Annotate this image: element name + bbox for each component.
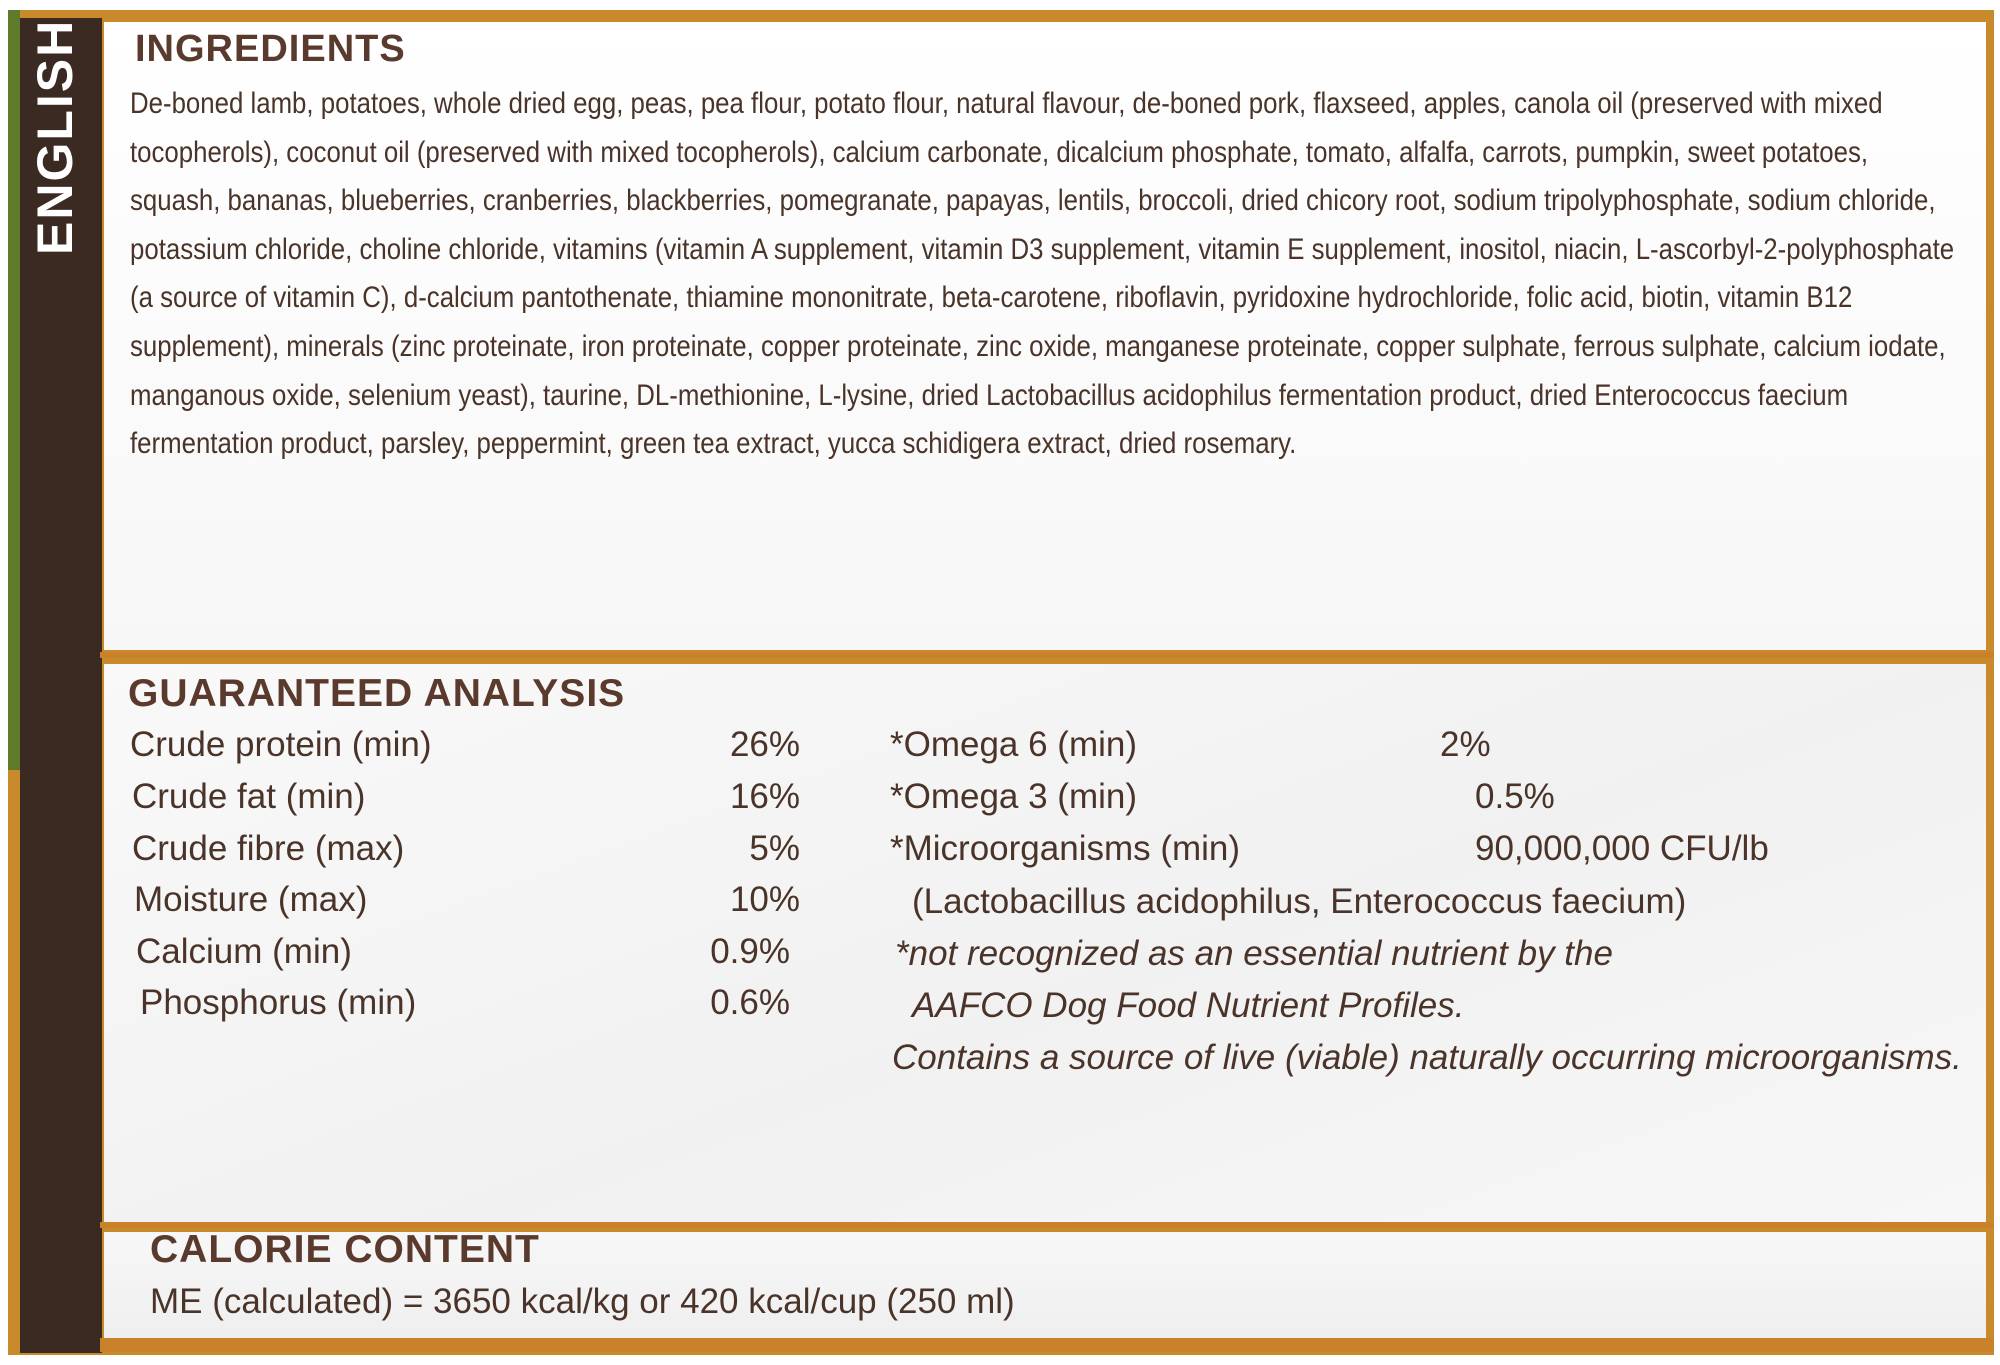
ingredients-text: De-boned lamb, potatoes, whole dried egg, peas, pea flour, potato flour, natural flavour, de-boned pork, flaxseed, apples, canola oil (preserved with mixed tocopherols), coconut oil (preserved with mixed tocopherols), calcium carbonate, dicalcium phosphate, tomato, alfalfa, carrots, pumpkin, sweet potatoes, squash, bananas, blueberries, cranberries, blackberries, pomegranate, papayas, lentils, broccoli, dried chicory root, sodium tripolyphosphate, sodium chloride, potassium chloride, choline chloride, vitamins (vitamin A supplement, vitamin D3 supplement, vitamin E supplement, inositol, niacin, L-ascorbyl-2-polyphosphate (a source of vitamin C), d-calcium pantothenate, thiamine mononitrate, beta-carotene, riboflavin, pyridoxine hydrochloride, folic acid, biotin, vitamin B12 supplement), minerals (zinc proteinate, iron proteinate, copper proteinate, zinc oxide, manganese proteinate, copper sulphate, ferrous sulphate, calcium iodate, manganous oxide, selenium yeast), taurine, DL-methionine, L-lysine, dried Lactobacillus acidophilus fermentation product, dried Enterococcus faecium fermentation product, parsley, peppermint, green tea extract, yucca schidigera extract, dried rosemary. <box>130 87 1955 461</box>
footnote-line-2: AAFCO Dog Food Nutrient Profiles. <box>912 986 1465 1025</box>
live-microorganisms-note: Contains a source of live (viable) naturally occurring microorganisms. <box>892 1038 1962 1077</box>
nutrient-name: *Microorganisms (min) <box>890 829 1241 868</box>
analysis-heading: GUARANTEED ANALYSIS <box>128 672 626 715</box>
nutrient-value: 90,000,000 CFU/lb <box>1475 829 1769 868</box>
nutrient-value: 0.5% <box>1475 777 1555 816</box>
section-divider <box>100 652 1994 658</box>
green-edge-strip <box>8 10 20 770</box>
ingredients-heading: INGREDIENTS <box>135 28 406 70</box>
calorie-heading: CALORIE CONTENT <box>150 1228 540 1271</box>
nutrient-value: 0.9% <box>710 932 790 971</box>
nutrient-name: Phosphorus (min) <box>140 983 417 1022</box>
nutrient-name: Calcium (min) <box>136 932 352 971</box>
nutrient-value: 26% <box>729 725 800 764</box>
nutrient-name: Crude fibre (max) <box>132 829 405 868</box>
nutrient-value: 5% <box>749 829 800 868</box>
calorie-text: ME (calculated) = 3650 kcal/kg or 420 kcal/cup (250 ml) <box>150 1282 1015 1321</box>
section-divider <box>100 1338 1994 1352</box>
nutrient-name: *Omega 3 (min) <box>890 777 1138 816</box>
nutrient-value: 2% <box>1440 725 1491 764</box>
nutrient-value: 0.6% <box>710 983 790 1022</box>
nutrient-name: Moisture (max) <box>134 880 368 919</box>
nutrient-name: *Omega 6 (min) <box>890 725 1138 764</box>
nutrient-value: 16% <box>729 777 800 816</box>
footnote-line-1: *not recognized as an essential nutrient by the <box>895 934 1613 973</box>
nutrient-value: 10% <box>729 880 800 919</box>
nutrient-name: Crude fat (min) <box>132 777 366 816</box>
language-label <box>18 181 92 255</box>
species-note: (Lactobacillus acidophilus, Enterococcus faecium) <box>912 882 1687 921</box>
nutrient-name: Crude protein (min) <box>130 725 432 764</box>
